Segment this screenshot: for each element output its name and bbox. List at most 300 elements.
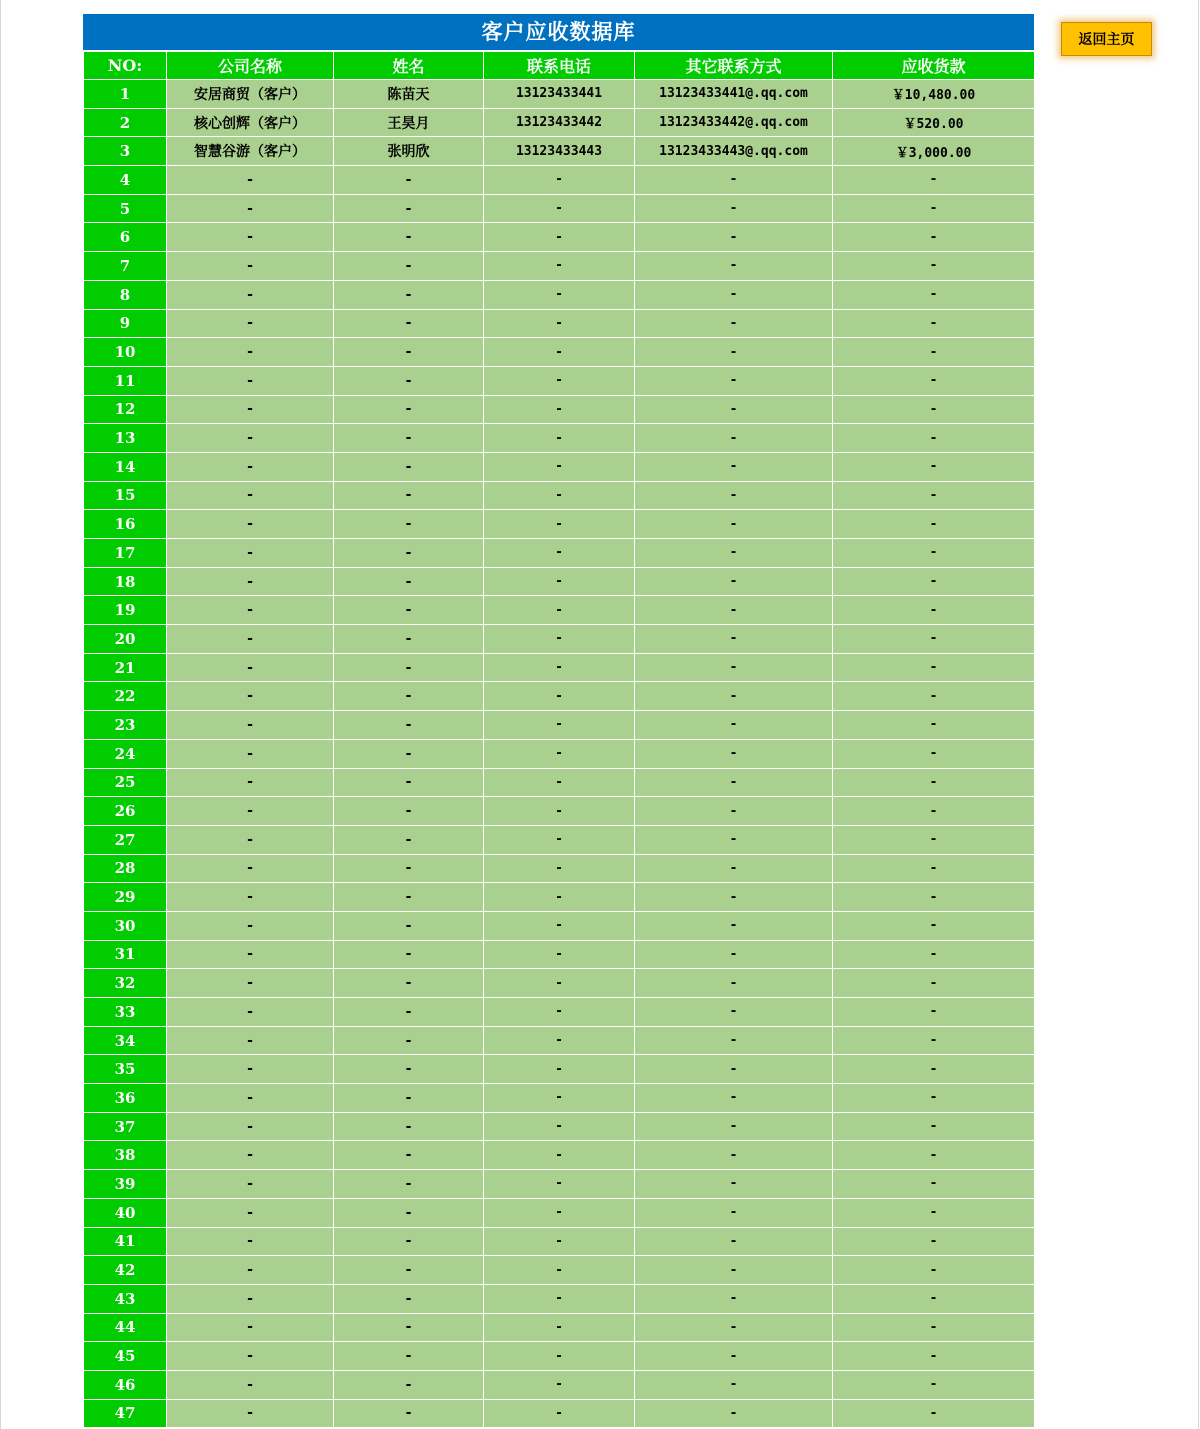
cell-receivable[interactable]: -: [833, 1112, 1035, 1141]
cell-company[interactable]: -: [167, 395, 334, 424]
cell-phone[interactable]: -: [484, 452, 635, 481]
cell-other-contact[interactable]: 13123433442@.qq.com: [635, 108, 833, 137]
cell-receivable[interactable]: -: [833, 1370, 1035, 1399]
cell-no[interactable]: 3: [84, 137, 167, 166]
cell-name[interactable]: -: [334, 1112, 484, 1141]
cell-other-contact[interactable]: -: [635, 1227, 833, 1256]
cell-other-contact[interactable]: -: [635, 768, 833, 797]
cell-other-contact[interactable]: -: [635, 653, 833, 682]
table-row: [84, 309, 1035, 338]
cell-name[interactable]: -: [334, 1342, 484, 1371]
cell-company[interactable]: -: [167, 1084, 334, 1113]
cell-receivable[interactable]: -: [833, 395, 1035, 424]
cell-receivable[interactable]: -: [833, 1399, 1035, 1428]
cell-no[interactable]: 4: [84, 166, 167, 195]
cell-receivable[interactable]: -: [833, 1141, 1035, 1170]
cell-company[interactable]: -: [167, 825, 334, 854]
cell-phone[interactable]: -: [484, 366, 635, 395]
cell-other-contact[interactable]: -: [635, 223, 833, 252]
cell-other-contact[interactable]: -: [635, 1198, 833, 1227]
cell-receivable[interactable]: -: [833, 280, 1035, 309]
cell-receivable[interactable]: -: [833, 911, 1035, 940]
cell-company[interactable]: -: [167, 911, 334, 940]
cell-other-contact[interactable]: -: [635, 194, 833, 223]
cell-company[interactable]: 安居商贸（客户）: [167, 80, 334, 109]
cell-no[interactable]: 16: [84, 510, 167, 539]
cell-no[interactable]: 37: [84, 1112, 167, 1141]
cell-company[interactable]: -: [167, 1399, 334, 1428]
cell-name[interactable]: -: [334, 539, 484, 568]
cell-phone[interactable]: -: [484, 1141, 635, 1170]
cell-receivable[interactable]: -: [833, 1227, 1035, 1256]
cell-phone[interactable]: -: [484, 539, 635, 568]
cell-no[interactable]: 15: [84, 481, 167, 510]
cell-company[interactable]: -: [167, 596, 334, 625]
cell-name[interactable]: -: [334, 1313, 484, 1342]
cell-no[interactable]: 30: [84, 911, 167, 940]
cell-other-contact[interactable]: -: [635, 883, 833, 912]
cell-company[interactable]: -: [167, 309, 334, 338]
cell-receivable[interactable]: -: [833, 596, 1035, 625]
cell-no[interactable]: 27: [84, 825, 167, 854]
cell-name[interactable]: -: [334, 280, 484, 309]
cell-phone[interactable]: -: [484, 711, 635, 740]
cell-phone[interactable]: -: [484, 653, 635, 682]
cell-company[interactable]: -: [167, 452, 334, 481]
cell-no[interactable]: 24: [84, 739, 167, 768]
cell-other-contact[interactable]: -: [635, 596, 833, 625]
cell-other-contact[interactable]: -: [635, 1170, 833, 1199]
cell-phone[interactable]: -: [484, 854, 635, 883]
cell-name[interactable]: -: [334, 252, 484, 281]
cell-receivable[interactable]: -: [833, 969, 1035, 998]
cell-company[interactable]: -: [167, 1342, 334, 1371]
cell-phone[interactable]: 13123433441: [484, 80, 635, 109]
cell-phone[interactable]: -: [484, 1055, 635, 1084]
cell-other-contact[interactable]: -: [635, 1342, 833, 1371]
cell-no[interactable]: 18: [84, 567, 167, 596]
cell-other-contact[interactable]: -: [635, 1313, 833, 1342]
cell-phone[interactable]: -: [484, 567, 635, 596]
cell-other-contact[interactable]: -: [635, 366, 833, 395]
cell-phone[interactable]: -: [484, 1170, 635, 1199]
cell-company[interactable]: 核心创辉（客户）: [167, 108, 334, 137]
cell-other-contact[interactable]: 13123433443@.qq.com: [635, 137, 833, 166]
cell-company[interactable]: -: [167, 797, 334, 826]
cell-phone[interactable]: -: [484, 309, 635, 338]
cell-phone[interactable]: -: [484, 998, 635, 1027]
cell-company[interactable]: -: [167, 854, 334, 883]
cell-company[interactable]: -: [167, 1141, 334, 1170]
cell-phone[interactable]: -: [484, 825, 635, 854]
cell-name[interactable]: -: [334, 911, 484, 940]
cell-no[interactable]: 26: [84, 797, 167, 826]
cell-other-contact[interactable]: -: [635, 166, 833, 195]
cell-other-contact[interactable]: -: [635, 1026, 833, 1055]
cell-other-contact[interactable]: -: [635, 739, 833, 768]
cell-receivable[interactable]: -: [833, 1313, 1035, 1342]
cell-name[interactable]: -: [334, 1026, 484, 1055]
table-row: [84, 567, 1035, 596]
cell-receivable[interactable]: -: [833, 452, 1035, 481]
cell-receivable[interactable]: -: [833, 338, 1035, 367]
cell-no[interactable]: 33: [84, 998, 167, 1027]
cell-name[interactable]: -: [334, 653, 484, 682]
cell-other-contact[interactable]: -: [635, 567, 833, 596]
cell-receivable[interactable]: -: [833, 366, 1035, 395]
cell-other-contact[interactable]: -: [635, 1370, 833, 1399]
cell-phone[interactable]: -: [484, 252, 635, 281]
cell-no[interactable]: 32: [84, 969, 167, 998]
cell-receivable[interactable]: -: [833, 481, 1035, 510]
cell-no[interactable]: 29: [84, 883, 167, 912]
cell-receivable[interactable]: -: [833, 825, 1035, 854]
cell-no[interactable]: 22: [84, 682, 167, 711]
cell-receivable[interactable]: -: [833, 510, 1035, 539]
cell-receivable[interactable]: ￥10,480.00: [833, 80, 1035, 109]
cell-other-contact[interactable]: -: [635, 711, 833, 740]
cell-name[interactable]: -: [334, 854, 484, 883]
cell-phone[interactable]: -: [484, 510, 635, 539]
table-row: [84, 366, 1035, 395]
cell-name[interactable]: 王昊月: [334, 108, 484, 137]
cell-no[interactable]: 13: [84, 424, 167, 453]
cell-name[interactable]: -: [334, 596, 484, 625]
cell-phone[interactable]: -: [484, 1084, 635, 1113]
cell-receivable[interactable]: -: [833, 567, 1035, 596]
table-row: [84, 1342, 1035, 1371]
cell-phone[interactable]: -: [484, 911, 635, 940]
cell-company[interactable]: -: [167, 1055, 334, 1084]
cell-no[interactable]: 9: [84, 309, 167, 338]
cell-receivable[interactable]: ￥3,000.00: [833, 137, 1035, 166]
cell-phone[interactable]: -: [484, 797, 635, 826]
cell-name[interactable]: -: [334, 739, 484, 768]
cell-receivable[interactable]: -: [833, 883, 1035, 912]
cell-name[interactable]: -: [334, 1256, 484, 1285]
cell-company[interactable]: -: [167, 625, 334, 654]
cell-no[interactable]: 19: [84, 596, 167, 625]
cell-receivable[interactable]: -: [833, 940, 1035, 969]
cell-receivable[interactable]: -: [833, 998, 1035, 1027]
cell-other-contact[interactable]: -: [635, 424, 833, 453]
cell-name[interactable]: -: [334, 194, 484, 223]
cell-receivable[interactable]: -: [833, 194, 1035, 223]
cell-no[interactable]: 25: [84, 768, 167, 797]
cell-other-contact[interactable]: -: [635, 510, 833, 539]
cell-phone[interactable]: -: [484, 1342, 635, 1371]
cell-other-contact[interactable]: -: [635, 252, 833, 281]
cell-name[interactable]: -: [334, 395, 484, 424]
cell-no[interactable]: 14: [84, 452, 167, 481]
cell-phone[interactable]: -: [484, 338, 635, 367]
cell-no[interactable]: 1: [84, 80, 167, 109]
table-row: [84, 1256, 1035, 1285]
cell-no[interactable]: 20: [84, 625, 167, 654]
cell-receivable[interactable]: -: [833, 1198, 1035, 1227]
cell-other-contact[interactable]: -: [635, 539, 833, 568]
cell-receivable[interactable]: -: [833, 424, 1035, 453]
cell-other-contact[interactable]: -: [635, 682, 833, 711]
cell-phone[interactable]: 13123433443: [484, 137, 635, 166]
cell-company[interactable]: -: [167, 653, 334, 682]
cell-phone[interactable]: -: [484, 969, 635, 998]
cell-receivable[interactable]: -: [833, 797, 1035, 826]
column-header-other-contact[interactable]: 其它联系方式: [635, 52, 833, 80]
cell-receivable[interactable]: ￥520.00: [833, 108, 1035, 137]
cell-company[interactable]: -: [167, 1026, 334, 1055]
cell-name[interactable]: -: [334, 223, 484, 252]
cell-company[interactable]: -: [167, 1313, 334, 1342]
cell-phone[interactable]: -: [484, 940, 635, 969]
cell-other-contact[interactable]: -: [635, 1284, 833, 1313]
cell-company[interactable]: -: [167, 739, 334, 768]
cell-no[interactable]: 44: [84, 1313, 167, 1342]
cell-no[interactable]: 38: [84, 1141, 167, 1170]
cell-no[interactable]: 10: [84, 338, 167, 367]
cell-other-contact[interactable]: -: [635, 338, 833, 367]
cell-no[interactable]: 42: [84, 1256, 167, 1285]
cell-other-contact[interactable]: -: [635, 1084, 833, 1113]
cell-name[interactable]: -: [334, 1170, 484, 1199]
cell-other-contact[interactable]: -: [635, 481, 833, 510]
cell-other-contact[interactable]: -: [635, 1112, 833, 1141]
cell-company[interactable]: -: [167, 366, 334, 395]
cell-no[interactable]: 6: [84, 223, 167, 252]
cell-name[interactable]: -: [334, 969, 484, 998]
cell-no[interactable]: 2: [84, 108, 167, 137]
cell-name[interactable]: -: [334, 1227, 484, 1256]
cell-company[interactable]: -: [167, 1256, 334, 1285]
cell-company[interactable]: -: [167, 1170, 334, 1199]
cell-name[interactable]: -: [334, 166, 484, 195]
cell-name[interactable]: -: [334, 768, 484, 797]
column-header-name[interactable]: 姓名: [334, 52, 484, 80]
cell-name[interactable]: -: [334, 825, 484, 854]
cell-phone[interactable]: -: [484, 481, 635, 510]
cell-name[interactable]: 张明欣: [334, 137, 484, 166]
cell-receivable[interactable]: -: [833, 1055, 1035, 1084]
cell-name[interactable]: -: [334, 1055, 484, 1084]
cell-name[interactable]: -: [334, 682, 484, 711]
cell-name[interactable]: -: [334, 711, 484, 740]
cell-phone[interactable]: -: [484, 1370, 635, 1399]
column-header-no[interactable]: NO:: [84, 52, 167, 80]
cell-phone[interactable]: -: [484, 395, 635, 424]
cell-company[interactable]: -: [167, 510, 334, 539]
cell-phone[interactable]: -: [484, 1313, 635, 1342]
cell-phone[interactable]: -: [484, 1112, 635, 1141]
cell-name[interactable]: -: [334, 797, 484, 826]
cell-name[interactable]: -: [334, 998, 484, 1027]
cell-phone[interactable]: -: [484, 1198, 635, 1227]
cell-other-contact[interactable]: -: [635, 825, 833, 854]
cell-other-contact[interactable]: -: [635, 309, 833, 338]
return-home-button[interactable]: 返回主页: [1061, 22, 1152, 56]
cell-other-contact[interactable]: -: [635, 452, 833, 481]
cell-receivable[interactable]: -: [833, 1256, 1035, 1285]
cell-other-contact[interactable]: -: [635, 1256, 833, 1285]
cell-other-contact[interactable]: -: [635, 625, 833, 654]
cell-name[interactable]: -: [334, 1198, 484, 1227]
cell-company[interactable]: -: [167, 424, 334, 453]
cell-receivable[interactable]: -: [833, 252, 1035, 281]
cell-phone[interactable]: -: [484, 424, 635, 453]
cell-other-contact[interactable]: -: [635, 1399, 833, 1428]
cell-no[interactable]: 35: [84, 1055, 167, 1084]
cell-other-contact[interactable]: -: [635, 280, 833, 309]
cell-no[interactable]: 11: [84, 366, 167, 395]
cell-phone[interactable]: -: [484, 280, 635, 309]
cell-receivable[interactable]: -: [833, 1026, 1035, 1055]
cell-receivable[interactable]: -: [833, 1284, 1035, 1313]
cell-no[interactable]: 8: [84, 280, 167, 309]
cell-name[interactable]: -: [334, 1399, 484, 1428]
cell-company[interactable]: -: [167, 481, 334, 510]
cell-receivable[interactable]: -: [833, 223, 1035, 252]
cell-receivable[interactable]: -: [833, 1170, 1035, 1199]
cell-name[interactable]: -: [334, 452, 484, 481]
cell-name[interactable]: -: [334, 338, 484, 367]
cell-no[interactable]: 39: [84, 1170, 167, 1199]
cell-name[interactable]: -: [334, 940, 484, 969]
cell-company[interactable]: -: [167, 223, 334, 252]
cell-receivable[interactable]: -: [833, 166, 1035, 195]
table-row: [84, 280, 1035, 309]
cell-company[interactable]: -: [167, 194, 334, 223]
cell-no[interactable]: 12: [84, 395, 167, 424]
cell-company[interactable]: -: [167, 539, 334, 568]
cell-phone[interactable]: -: [484, 682, 635, 711]
table-row: [84, 194, 1035, 223]
cell-name[interactable]: -: [334, 510, 484, 539]
cell-no[interactable]: 28: [84, 854, 167, 883]
cell-receivable[interactable]: -: [833, 768, 1035, 797]
cell-phone[interactable]: -: [484, 194, 635, 223]
cell-receivable[interactable]: -: [833, 1342, 1035, 1371]
cell-receivable[interactable]: -: [833, 739, 1035, 768]
cell-receivable[interactable]: -: [833, 1084, 1035, 1113]
cell-company[interactable]: -: [167, 1112, 334, 1141]
cell-company[interactable]: -: [167, 998, 334, 1027]
cell-name[interactable]: -: [334, 883, 484, 912]
cell-phone[interactable]: -: [484, 1026, 635, 1055]
cell-phone[interactable]: -: [484, 739, 635, 768]
cell-phone[interactable]: -: [484, 625, 635, 654]
cell-name[interactable]: -: [334, 625, 484, 654]
cell-name[interactable]: -: [334, 1370, 484, 1399]
cell-company[interactable]: -: [167, 338, 334, 367]
cell-other-contact[interactable]: -: [635, 854, 833, 883]
cell-no[interactable]: 45: [84, 1342, 167, 1371]
cell-no[interactable]: 47: [84, 1399, 167, 1428]
cell-company[interactable]: -: [167, 280, 334, 309]
cell-receivable[interactable]: -: [833, 682, 1035, 711]
cell-phone[interactable]: -: [484, 768, 635, 797]
cell-phone[interactable]: -: [484, 883, 635, 912]
cell-company[interactable]: 智慧谷游（客户）: [167, 137, 334, 166]
cell-name[interactable]: -: [334, 481, 484, 510]
cell-other-contact[interactable]: -: [635, 1055, 833, 1084]
cell-name[interactable]: -: [334, 366, 484, 395]
cell-phone[interactable]: -: [484, 596, 635, 625]
cell-name[interactable]: -: [334, 424, 484, 453]
cell-no[interactable]: 7: [84, 252, 167, 281]
cell-other-contact[interactable]: -: [635, 911, 833, 940]
cell-phone[interactable]: -: [484, 223, 635, 252]
cell-phone[interactable]: -: [484, 1227, 635, 1256]
cell-name[interactable]: -: [334, 1284, 484, 1313]
cell-company[interactable]: -: [167, 1227, 334, 1256]
cell-no[interactable]: 40: [84, 1198, 167, 1227]
cell-company[interactable]: -: [167, 969, 334, 998]
cell-company[interactable]: -: [167, 1284, 334, 1313]
cell-company[interactable]: -: [167, 682, 334, 711]
cell-company[interactable]: -: [167, 883, 334, 912]
cell-receivable[interactable]: -: [833, 854, 1035, 883]
cell-other-contact[interactable]: -: [635, 969, 833, 998]
cell-no[interactable]: 21: [84, 653, 167, 682]
table-row: [84, 338, 1035, 367]
cell-no[interactable]: 41: [84, 1227, 167, 1256]
table-row: [84, 252, 1035, 281]
cell-no[interactable]: 34: [84, 1026, 167, 1055]
cell-phone[interactable]: -: [484, 166, 635, 195]
cell-company[interactable]: -: [167, 768, 334, 797]
cell-name[interactable]: -: [334, 1084, 484, 1113]
cell-company[interactable]: -: [167, 252, 334, 281]
column-header-phone[interactable]: 联系电话: [484, 52, 635, 80]
column-header-company[interactable]: 公司名称: [167, 52, 334, 80]
cell-company[interactable]: -: [167, 1198, 334, 1227]
cell-phone[interactable]: -: [484, 1256, 635, 1285]
cell-name[interactable]: -: [334, 309, 484, 338]
cell-no[interactable]: 17: [84, 539, 167, 568]
cell-other-contact[interactable]: -: [635, 998, 833, 1027]
cell-company[interactable]: -: [167, 567, 334, 596]
cell-no[interactable]: 43: [84, 1284, 167, 1313]
cell-name[interactable]: -: [334, 1141, 484, 1170]
cell-name[interactable]: 陈苗天: [334, 80, 484, 109]
cell-company[interactable]: -: [167, 166, 334, 195]
cell-other-contact[interactable]: -: [635, 395, 833, 424]
cell-phone[interactable]: 13123433442: [484, 108, 635, 137]
cell-no[interactable]: 46: [84, 1370, 167, 1399]
cell-receivable[interactable]: -: [833, 539, 1035, 568]
cell-receivable[interactable]: -: [833, 309, 1035, 338]
cell-name[interactable]: -: [334, 567, 484, 596]
cell-no[interactable]: 31: [84, 940, 167, 969]
cell-company[interactable]: -: [167, 940, 334, 969]
cell-no[interactable]: 5: [84, 194, 167, 223]
cell-other-contact[interactable]: -: [635, 1141, 833, 1170]
cell-company[interactable]: -: [167, 1370, 334, 1399]
cell-other-contact[interactable]: -: [635, 797, 833, 826]
cell-company[interactable]: -: [167, 711, 334, 740]
cell-no[interactable]: 36: [84, 1084, 167, 1113]
table-body: [84, 80, 1035, 1428]
column-header-receivable[interactable]: 应收货款: [833, 52, 1035, 80]
cell-receivable[interactable]: -: [833, 711, 1035, 740]
cell-other-contact[interactable]: -: [635, 940, 833, 969]
cell-other-contact[interactable]: 13123433441@.qq.com: [635, 80, 833, 109]
cell-no[interactable]: 23: [84, 711, 167, 740]
table-row: [84, 825, 1035, 854]
cell-receivable[interactable]: -: [833, 625, 1035, 654]
cell-phone[interactable]: -: [484, 1284, 635, 1313]
cell-phone[interactable]: -: [484, 1399, 635, 1428]
cell-receivable[interactable]: -: [833, 653, 1035, 682]
